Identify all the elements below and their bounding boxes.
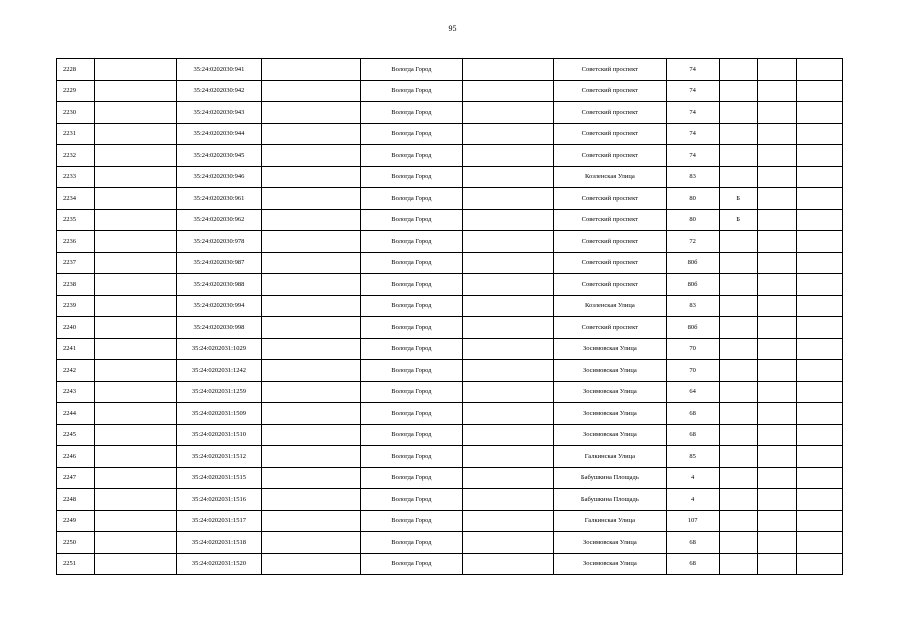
house-letter-cell xyxy=(719,123,757,145)
empty-cell xyxy=(796,145,842,167)
empty-cell xyxy=(796,188,842,210)
table-row xyxy=(57,403,843,425)
empty-cell xyxy=(463,295,554,317)
empty-cell xyxy=(463,166,554,188)
table-row xyxy=(57,381,843,403)
cadastral-number-cell: 35:24:0202030:945 xyxy=(177,145,261,167)
house-letter-cell xyxy=(719,467,757,489)
street-cell: Советский проспект xyxy=(554,274,666,296)
empty-cell xyxy=(95,381,177,403)
empty-cell xyxy=(261,145,360,167)
empty-cell xyxy=(95,317,177,339)
row-number-cell: 2228 xyxy=(57,59,95,81)
cadastral-number-cell: 35:24:0202030:961 xyxy=(177,188,261,210)
empty-cell xyxy=(463,532,554,554)
row-number-cell: 2245 xyxy=(57,424,95,446)
empty-cell xyxy=(261,510,360,532)
street-cell: Козленская Улица xyxy=(554,166,666,188)
cadastral-number-cell: 35:24:0202030:943 xyxy=(177,102,261,124)
city-cell: Вологда Город xyxy=(360,360,462,382)
empty-cell xyxy=(95,59,177,81)
empty-cell xyxy=(796,252,842,274)
empty-cell xyxy=(757,553,796,575)
house-letter-cell xyxy=(719,145,757,167)
house-number-cell: 74 xyxy=(666,80,719,102)
empty-cell xyxy=(796,123,842,145)
row-number-cell: 2248 xyxy=(57,489,95,511)
empty-cell xyxy=(95,360,177,382)
cadastral-number-cell: 35:24:0202030:988 xyxy=(177,274,261,296)
empty-cell xyxy=(463,123,554,145)
cadastral-number-cell: 35:24:0202031:1510 xyxy=(177,424,261,446)
empty-cell xyxy=(796,403,842,425)
empty-cell xyxy=(95,209,177,231)
city-cell: Вологда Город xyxy=(360,166,462,188)
row-number-cell: 2232 xyxy=(57,145,95,167)
city-cell: Вологда Город xyxy=(360,59,462,81)
empty-cell xyxy=(796,446,842,468)
city-cell: Вологда Город xyxy=(360,338,462,360)
street-cell: Советский проспект xyxy=(554,145,666,167)
empty-cell xyxy=(463,209,554,231)
empty-cell xyxy=(261,446,360,468)
city-cell: Вологда Город xyxy=(360,209,462,231)
cadastral-number-cell: 35:24:0202030:944 xyxy=(177,123,261,145)
empty-cell xyxy=(261,532,360,554)
house-number-cell: 80 xyxy=(666,209,719,231)
house-number-cell: 80б xyxy=(666,252,719,274)
cadastral-number-cell: 35:24:0202031:1512 xyxy=(177,446,261,468)
city-cell: Вологда Город xyxy=(360,467,462,489)
empty-cell xyxy=(757,424,796,446)
empty-cell xyxy=(261,381,360,403)
empty-cell xyxy=(757,166,796,188)
empty-cell xyxy=(757,145,796,167)
house-letter-cell xyxy=(719,381,757,403)
street-cell: Зосимовская Улица xyxy=(554,532,666,554)
cadastral-number-cell: 35:24:0202031:1029 xyxy=(177,338,261,360)
cadastral-number-cell: 35:24:0202031:1242 xyxy=(177,360,261,382)
row-number-cell: 2236 xyxy=(57,231,95,253)
city-cell: Вологда Город xyxy=(360,446,462,468)
empty-cell xyxy=(463,360,554,382)
empty-cell xyxy=(463,381,554,403)
empty-cell xyxy=(463,274,554,296)
house-number-cell: 68 xyxy=(666,553,719,575)
cadastral-number-cell: 35:24:0202031:1259 xyxy=(177,381,261,403)
empty-cell xyxy=(95,231,177,253)
empty-cell xyxy=(757,381,796,403)
empty-cell xyxy=(261,317,360,339)
empty-cell xyxy=(796,338,842,360)
street-cell: Галкинская Улица xyxy=(554,446,666,468)
empty-cell xyxy=(261,403,360,425)
house-number-cell: 74 xyxy=(666,123,719,145)
empty-cell xyxy=(463,231,554,253)
empty-cell xyxy=(261,123,360,145)
empty-cell xyxy=(757,295,796,317)
city-cell: Вологда Город xyxy=(360,145,462,167)
row-number-cell: 2239 xyxy=(57,295,95,317)
house-number-cell: 83 xyxy=(666,166,719,188)
table-row xyxy=(57,209,843,231)
table-row xyxy=(57,295,843,317)
empty-cell xyxy=(95,532,177,554)
house-number-cell: 70 xyxy=(666,338,719,360)
city-cell: Вологда Город xyxy=(360,489,462,511)
street-cell: Зосимовская Улица xyxy=(554,403,666,425)
empty-cell xyxy=(463,424,554,446)
empty-cell xyxy=(95,403,177,425)
empty-cell xyxy=(95,123,177,145)
empty-cell xyxy=(463,188,554,210)
street-cell: Советский проспект xyxy=(554,317,666,339)
empty-cell xyxy=(261,188,360,210)
empty-cell xyxy=(757,209,796,231)
house-letter-cell xyxy=(719,252,757,274)
street-cell: Советский проспект xyxy=(554,80,666,102)
empty-cell xyxy=(261,231,360,253)
empty-cell xyxy=(796,424,842,446)
house-number-cell: 68 xyxy=(666,424,719,446)
house-number-cell: 74 xyxy=(666,59,719,81)
empty-cell xyxy=(796,381,842,403)
empty-cell xyxy=(95,145,177,167)
cadastral-number-cell: 35:24:0202031:1509 xyxy=(177,403,261,425)
empty-cell xyxy=(261,252,360,274)
house-number-cell: 64 xyxy=(666,381,719,403)
street-cell: Зосимовская Улица xyxy=(554,360,666,382)
city-cell: Вологда Город xyxy=(360,424,462,446)
empty-cell xyxy=(796,166,842,188)
row-number-cell: 2237 xyxy=(57,252,95,274)
row-number-cell: 2234 xyxy=(57,188,95,210)
empty-cell xyxy=(796,102,842,124)
row-number-cell: 2238 xyxy=(57,274,95,296)
row-number-cell: 2246 xyxy=(57,446,95,468)
empty-cell xyxy=(261,338,360,360)
empty-cell xyxy=(261,360,360,382)
table-row xyxy=(57,166,843,188)
table-row xyxy=(57,532,843,554)
table-row xyxy=(57,317,843,339)
street-cell: Советский проспект xyxy=(554,59,666,81)
empty-cell xyxy=(796,489,842,511)
house-letter-cell xyxy=(719,403,757,425)
house-number-cell: 107 xyxy=(666,510,719,532)
empty-cell xyxy=(95,489,177,511)
house-number-cell: 80 xyxy=(666,188,719,210)
cadastral-number-cell: 35:24:0202030:978 xyxy=(177,231,261,253)
empty-cell xyxy=(261,59,360,81)
empty-cell xyxy=(757,102,796,124)
empty-cell xyxy=(95,166,177,188)
city-cell: Вологда Город xyxy=(360,532,462,554)
empty-cell xyxy=(757,317,796,339)
cadastral-number-cell: 35:24:0202030:946 xyxy=(177,166,261,188)
house-number-cell: 4 xyxy=(666,489,719,511)
empty-cell xyxy=(757,403,796,425)
city-cell: Вологда Город xyxy=(360,317,462,339)
house-letter-cell xyxy=(719,80,757,102)
row-number-cell: 2240 xyxy=(57,317,95,339)
house-number-cell: 80б xyxy=(666,274,719,296)
house-letter-cell xyxy=(719,295,757,317)
empty-cell xyxy=(95,553,177,575)
city-cell: Вологда Город xyxy=(360,510,462,532)
street-cell: Бабушкина Площадь xyxy=(554,489,666,511)
street-cell: Зосимовская Улица xyxy=(554,553,666,575)
registry-table xyxy=(56,58,843,575)
empty-cell xyxy=(757,510,796,532)
empty-cell xyxy=(261,166,360,188)
table-row xyxy=(57,145,843,167)
house-number-cell: 85 xyxy=(666,446,719,468)
empty-cell xyxy=(95,80,177,102)
street-cell: Галкинская Улица xyxy=(554,510,666,532)
table-row xyxy=(57,188,843,210)
row-number-cell: 2229 xyxy=(57,80,95,102)
house-number-cell: 4 xyxy=(666,467,719,489)
row-number-cell: 2242 xyxy=(57,360,95,382)
empty-cell xyxy=(261,424,360,446)
empty-cell xyxy=(95,274,177,296)
empty-cell xyxy=(261,102,360,124)
city-cell: Вологда Город xyxy=(360,102,462,124)
empty-cell xyxy=(463,489,554,511)
empty-cell xyxy=(757,59,796,81)
empty-cell xyxy=(463,80,554,102)
empty-cell xyxy=(261,209,360,231)
empty-cell xyxy=(796,317,842,339)
house-letter-cell xyxy=(719,102,757,124)
house-letter-cell xyxy=(719,274,757,296)
empty-cell xyxy=(463,102,554,124)
house-number-cell: 68 xyxy=(666,403,719,425)
row-number-cell: 2244 xyxy=(57,403,95,425)
city-cell: Вологда Город xyxy=(360,252,462,274)
city-cell: Вологда Город xyxy=(360,553,462,575)
empty-cell xyxy=(796,80,842,102)
empty-cell xyxy=(757,532,796,554)
table-row xyxy=(57,59,843,81)
house-letter-cell xyxy=(719,231,757,253)
street-cell: Зосимовская Улица xyxy=(554,381,666,403)
table-row xyxy=(57,274,843,296)
street-cell: Советский проспект xyxy=(554,102,666,124)
row-number-cell: 2241 xyxy=(57,338,95,360)
house-letter-cell xyxy=(719,338,757,360)
city-cell: Вологда Город xyxy=(360,403,462,425)
street-cell: Советский проспект xyxy=(554,209,666,231)
empty-cell xyxy=(463,59,554,81)
empty-cell xyxy=(463,338,554,360)
empty-cell xyxy=(796,209,842,231)
house-letter-cell xyxy=(719,166,757,188)
empty-cell xyxy=(463,317,554,339)
city-cell: Вологда Город xyxy=(360,274,462,296)
cadastral-number-cell: 35:24:0202030:987 xyxy=(177,252,261,274)
empty-cell xyxy=(757,360,796,382)
empty-cell xyxy=(757,446,796,468)
table-row xyxy=(57,467,843,489)
table-row xyxy=(57,446,843,468)
empty-cell xyxy=(261,295,360,317)
house-letter-cell xyxy=(719,553,757,575)
house-number-cell: 70 xyxy=(666,360,719,382)
house-number-cell: 72 xyxy=(666,231,719,253)
empty-cell xyxy=(757,338,796,360)
empty-cell xyxy=(757,80,796,102)
cadastral-number-cell: 35:24:0202031:1520 xyxy=(177,553,261,575)
city-cell: Вологда Город xyxy=(360,231,462,253)
cadastral-number-cell: 35:24:0202030:994 xyxy=(177,295,261,317)
house-number-cell: 74 xyxy=(666,102,719,124)
house-number-cell: 83 xyxy=(666,295,719,317)
empty-cell xyxy=(95,252,177,274)
empty-cell xyxy=(95,510,177,532)
empty-cell xyxy=(796,360,842,382)
empty-cell xyxy=(95,295,177,317)
empty-cell xyxy=(261,553,360,575)
empty-cell xyxy=(463,403,554,425)
page-number: 95 xyxy=(448,24,457,33)
house-letter-cell xyxy=(719,317,757,339)
table-row xyxy=(57,338,843,360)
empty-cell xyxy=(95,338,177,360)
empty-cell xyxy=(796,295,842,317)
city-cell: Вологда Город xyxy=(360,295,462,317)
empty-cell xyxy=(796,274,842,296)
empty-cell xyxy=(95,424,177,446)
cadastral-number-cell: 35:24:0202030:942 xyxy=(177,80,261,102)
cadastral-number-cell: 35:24:0202031:1515 xyxy=(177,467,261,489)
empty-cell xyxy=(463,553,554,575)
house-letter-cell xyxy=(719,510,757,532)
empty-cell xyxy=(796,532,842,554)
street-cell: Козленская Улица xyxy=(554,295,666,317)
empty-cell xyxy=(261,80,360,102)
cadastral-number-cell: 35:24:0202031:1516 xyxy=(177,489,261,511)
empty-cell xyxy=(95,188,177,210)
street-cell: Зосимовская Улица xyxy=(554,338,666,360)
house-letter-cell: Б xyxy=(719,209,757,231)
table-row xyxy=(57,424,843,446)
house-letter-cell xyxy=(719,424,757,446)
cadastral-number-cell: 35:24:0202030:962 xyxy=(177,209,261,231)
row-number-cell: 2235 xyxy=(57,209,95,231)
house-letter-cell xyxy=(719,489,757,511)
empty-cell xyxy=(261,274,360,296)
house-number-cell: 80б xyxy=(666,317,719,339)
empty-cell xyxy=(463,467,554,489)
row-number-cell: 2251 xyxy=(57,553,95,575)
city-cell: Вологда Город xyxy=(360,381,462,403)
cadastral-number-cell: 35:24:0202031:1517 xyxy=(177,510,261,532)
empty-cell xyxy=(95,102,177,124)
house-letter-cell xyxy=(719,59,757,81)
empty-cell xyxy=(796,231,842,253)
table-row xyxy=(57,553,843,575)
empty-cell xyxy=(757,231,796,253)
house-letter-cell: Б xyxy=(719,188,757,210)
table-row xyxy=(57,252,843,274)
row-number-cell: 2243 xyxy=(57,381,95,403)
empty-cell xyxy=(95,467,177,489)
cadastral-number-cell: 35:24:0202030:941 xyxy=(177,59,261,81)
table-row xyxy=(57,123,843,145)
empty-cell xyxy=(796,59,842,81)
cadastral-number-cell: 35:24:0202030:998 xyxy=(177,317,261,339)
empty-cell xyxy=(757,123,796,145)
row-number-cell: 2249 xyxy=(57,510,95,532)
empty-cell xyxy=(463,252,554,274)
table-row xyxy=(57,80,843,102)
empty-cell xyxy=(463,510,554,532)
city-cell: Вологда Город xyxy=(360,188,462,210)
house-number-cell: 74 xyxy=(666,145,719,167)
empty-cell xyxy=(463,145,554,167)
table-row xyxy=(57,510,843,532)
table-row xyxy=(57,231,843,253)
empty-cell xyxy=(796,510,842,532)
street-cell: Советский проспект xyxy=(554,252,666,274)
empty-cell xyxy=(463,446,554,468)
cadastral-number-cell: 35:24:0202031:1518 xyxy=(177,532,261,554)
empty-cell xyxy=(757,274,796,296)
empty-cell xyxy=(796,553,842,575)
table-row xyxy=(57,489,843,511)
empty-cell xyxy=(757,252,796,274)
row-number-cell: 2233 xyxy=(57,166,95,188)
street-cell: Бабушкина Площадь xyxy=(554,467,666,489)
registry-table-body xyxy=(57,59,843,575)
city-cell: Вологда Город xyxy=(360,123,462,145)
empty-cell xyxy=(796,467,842,489)
city-cell: Вологда Город xyxy=(360,80,462,102)
table-row xyxy=(57,102,843,124)
house-letter-cell xyxy=(719,532,757,554)
row-number-cell: 2247 xyxy=(57,467,95,489)
house-letter-cell xyxy=(719,360,757,382)
house-number-cell: 68 xyxy=(666,532,719,554)
row-number-cell: 2250 xyxy=(57,532,95,554)
empty-cell xyxy=(261,489,360,511)
row-number-cell: 2230 xyxy=(57,102,95,124)
street-cell: Советский проспект xyxy=(554,123,666,145)
row-number-cell: 2231 xyxy=(57,123,95,145)
street-cell: Зосимовская Улица xyxy=(554,424,666,446)
empty-cell xyxy=(757,489,796,511)
house-letter-cell xyxy=(719,446,757,468)
street-cell: Советский проспект xyxy=(554,231,666,253)
empty-cell xyxy=(757,467,796,489)
empty-cell xyxy=(261,467,360,489)
street-cell: Советский проспект xyxy=(554,188,666,210)
table-row xyxy=(57,360,843,382)
empty-cell xyxy=(757,188,796,210)
empty-cell xyxy=(95,446,177,468)
